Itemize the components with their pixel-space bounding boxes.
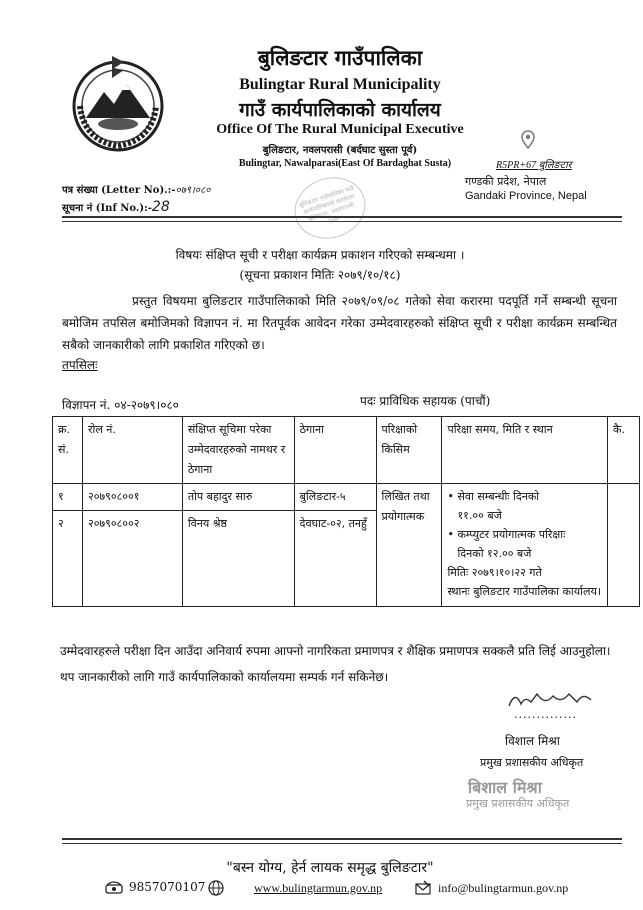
header-schedule: परिक्षा समय, मिति र स्थान	[442, 417, 608, 484]
details-heading: तपसिलः	[62, 358, 98, 372]
schedule-place: स्थानः बुलिङटार गाउँपालिका कार्यालय।	[447, 585, 601, 598]
location-pin-icon	[521, 130, 535, 150]
roll-cell: २०७९०८००२	[82, 511, 182, 607]
header-roll: रोल नं.	[82, 417, 182, 484]
footer-divider-thin	[62, 843, 622, 844]
office-name-en: Office Of The Rural Municipal Executive	[216, 122, 464, 137]
province-en: Gandaki Province, Nepal	[465, 190, 587, 202]
website-link[interactable]: www.bulingtarmun.gov.np	[254, 880, 383, 895]
information-number	[62, 199, 170, 215]
subject-line: विषयः संक्षिप्त सूची र परीक्षा कार्यक्रम प्रकाशन गरिएको सम्बन्धमा ।	[175, 248, 465, 262]
information-number-label: सूचना नं (Inf No.):-	[62, 203, 152, 214]
serial-cell: १	[53, 484, 83, 511]
candidate-cell: तोप बहादुर सारु	[182, 484, 294, 511]
globe-icon	[208, 880, 224, 896]
schedule-item: • कम्प्युटर प्रयोगात्मक परिक्षाः	[447, 528, 566, 541]
municipality-name-en: Bulingtar Rural Municipality	[239, 76, 441, 93]
schedule-cell	[442, 484, 608, 607]
header-address: ठेगाना	[294, 417, 376, 484]
office-name-np: गाउँ कार्यपालिकाको कार्यालय	[239, 99, 441, 121]
post-title: पदः प्राविधिक सहायक (पाचौं)	[360, 394, 491, 408]
notice-date: (सूचना प्रकाशन मितिः २०७९/१०/१८)	[239, 268, 401, 282]
information-number-value: 28	[151, 199, 170, 215]
title-stamp: प्रमुख प्रशासकीय अधिकृत	[466, 797, 570, 810]
name-stamp: बिशाल मिश्रा	[468, 778, 542, 797]
address-cell: देवघाट-०२, तनहुँ	[294, 511, 376, 607]
header-serial: क्र. सं.	[53, 417, 83, 484]
schedule-item-time: दिनको १२.०० बजे	[457, 547, 532, 560]
signatory-name: विशाल मिश्रा	[505, 734, 560, 748]
municipality-emblem-icon	[66, 52, 170, 156]
schedule-item-text: कम्प्युटर प्रयोगात्मक परिक्षाः	[457, 528, 566, 541]
header-exam-type: परिक्षाको किसिम	[376, 417, 442, 484]
province-np: गण्डकी प्रदेश, नेपाल	[465, 175, 547, 188]
advertisement-number: विज्ञापन नं. ०४-२०७९।०८०	[62, 398, 179, 412]
signatory-title: प्रमुख प्रशासकीय अधिकृत	[480, 756, 584, 769]
header-divider	[62, 216, 622, 218]
phone-number: 9857070107	[129, 880, 206, 894]
phone-contact	[105, 880, 205, 894]
letter-number-value: ०७९।०८०	[175, 185, 211, 196]
letter-number-label: पत्र संख्या (Letter No).:-	[62, 185, 176, 196]
header-candidate: संक्षिप्त सूचिमा परेका उम्मेदवारहरुको नामथर र ठेगाना	[182, 417, 294, 484]
serial-cell: २	[53, 511, 83, 607]
table-header-row	[53, 417, 640, 484]
table-row	[53, 484, 640, 511]
signature-line: ..............	[514, 708, 577, 721]
plus-code: R5PR+67 बुलिङटार	[496, 160, 572, 171]
municipality-name-np: बुलिङटार गाउँपालिका	[257, 45, 423, 70]
letter-number	[62, 182, 211, 196]
schedule-date: मितिः २०७९।१०।२२ गते	[447, 566, 542, 579]
candidate-table	[52, 416, 640, 607]
address-cell: बुलिङटार-५	[294, 484, 376, 511]
email-address[interactable]: info@bulingtarmun.gov.np	[438, 880, 569, 895]
slogan: "बस्न योग्य, हेर्न लायक समृद्ध बुलिङटार"	[226, 860, 434, 876]
roll-cell: २०७९०८००१	[82, 484, 182, 511]
notice-paragraph: प्रस्तुत विषयमा बुलिङटार गाउँपालिकाको मिति २०७९/०९/०८ गतेको सेवा करारमा पदपूर्ति गर्ने सम्बन्धी सूचना बमोजिम तपसिल बमोजिमको विज्ञापन नं. मा रितपूर्वक आवेदन गरेका उम्मेदवारहरुको संक्षिप्त सूची र परीक्षा कार्यक्रम सम्बन्धित सबैको जानकारीको लागि प्रकाशित गरिएको छ।	[62, 294, 617, 352]
schedule-item-text: सेवा सम्बन्धीः दिनको	[457, 490, 540, 503]
phone-icon	[105, 880, 123, 894]
address-np: बुलिङटार, नवलपरासी (बर्दघाट सुस्ता पूर्व)	[262, 145, 418, 156]
email-contact	[414, 880, 568, 896]
website-contact	[208, 880, 382, 896]
office-stamp-text: बुलिङटार गाउँपालिका गाउँ कार्यपालिकाको कार्यालय बुलिङटार, नवलपरासी २०७२	[298, 184, 356, 226]
schedule-item: • सेवा सम्बन्धीः दिनको	[447, 490, 540, 503]
office-stamp	[286, 168, 373, 247]
candidate-cell: विनय श्रेष्ठ	[182, 511, 294, 607]
footer-divider	[62, 838, 622, 840]
header-remarks: कै.	[608, 417, 640, 484]
schedule-item-time: ११.०० बजे	[457, 509, 502, 522]
remarks-cell	[608, 484, 640, 607]
footnote-text: उम्मेदवारहरुले परीक्षा दिन आउँदा अनिवार्य रुपमा आफ्नो नागरिकता प्रमाणपत्र र शैक्षिक प्रमाणपत्र सक्कलै प्रति लिई आउनुहोला। थप जानकारीको लागि गाउँ कार्यपालिकाको कार्यालयमा सम्पर्क गर्न सकिनेछ।	[60, 644, 611, 684]
header-divider-thin	[62, 221, 622, 222]
address-en: Bulingtar, Nawalparasi(East Of Bardaghat Susta)	[238, 158, 452, 169]
email-icon	[414, 880, 432, 896]
exam-type-cell: लिखित तथा प्रयोगात्मक	[376, 484, 442, 607]
